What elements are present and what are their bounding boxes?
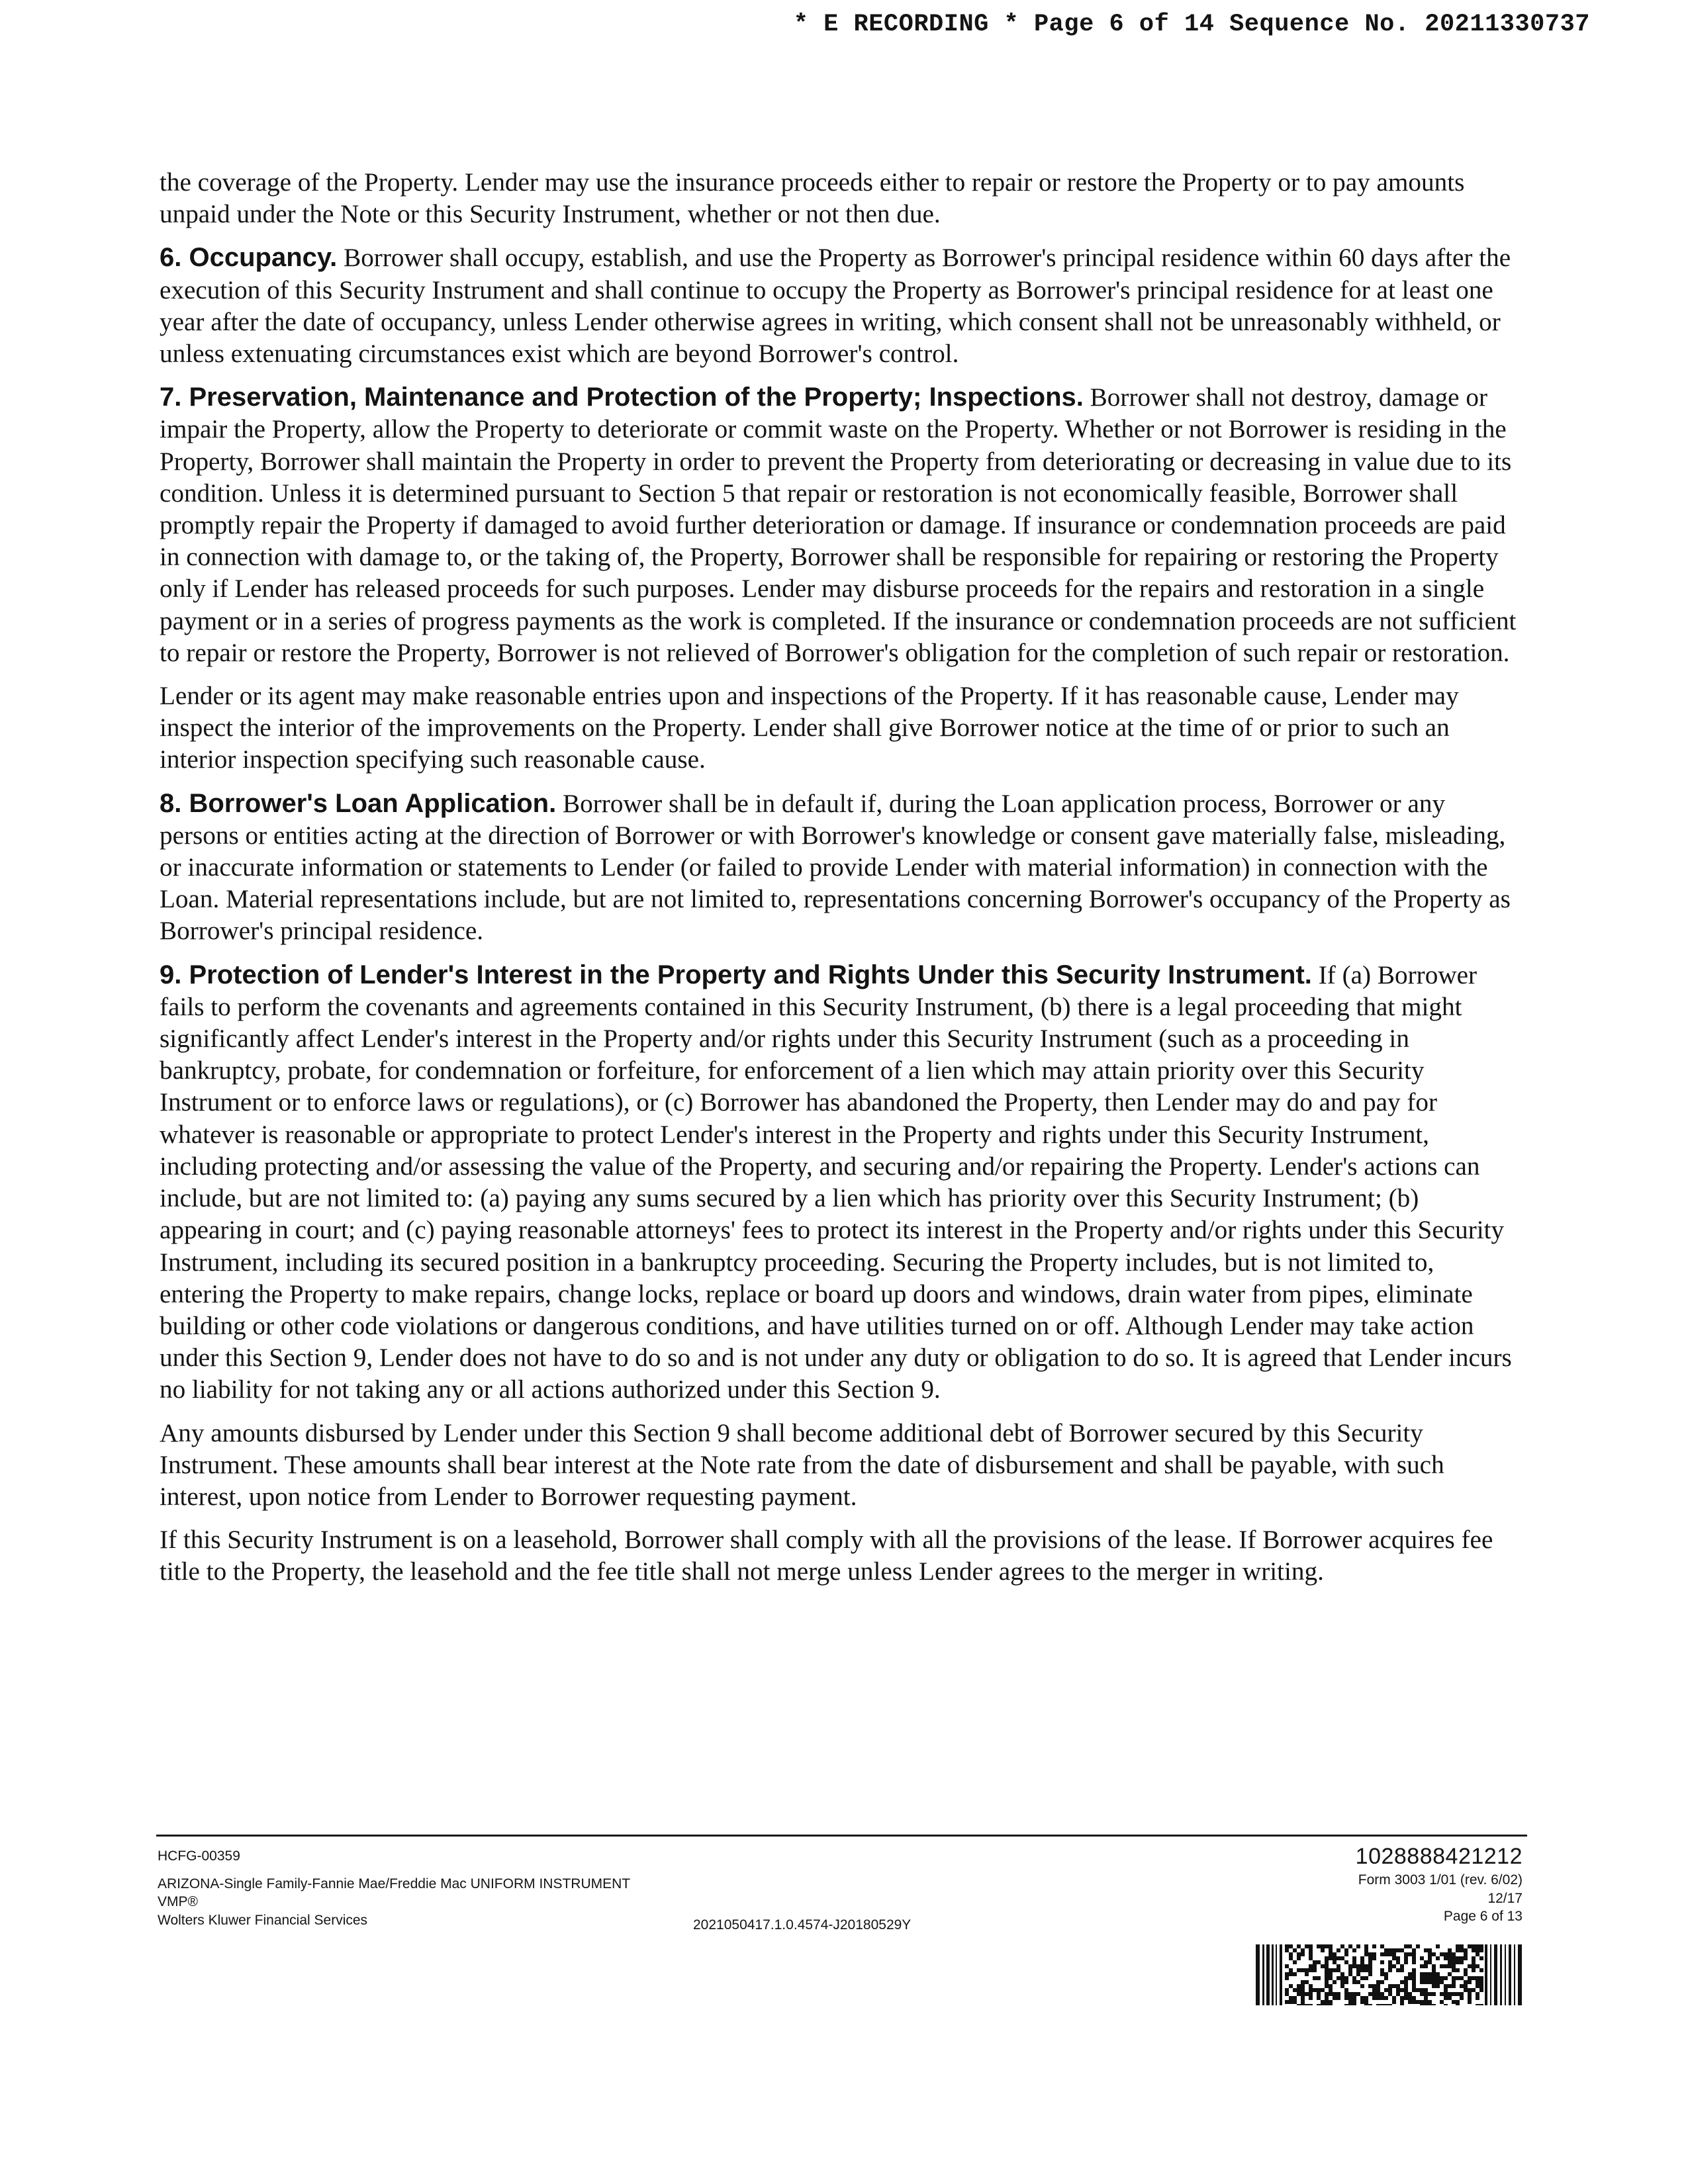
- section-7-preservation: [160, 381, 1523, 669]
- paragraph-amounts-disbursed: [160, 1418, 1523, 1514]
- section-heading: 8. Borrower's Loan Application.: [160, 788, 557, 818]
- document-body: [160, 167, 1523, 1600]
- paragraph-text: Borrower shall occupy, establish, and use the Property as Borrower's principal residence within 60 days after the execution of this Security Instrument and shall continue to occupy the Property as Borrower's principal residence for at least one year after the date of occupancy, unless Lender otherwise agrees in writing, which consent shall not be unreasonably withheld, or unless extenuating circumstances exist which are beyond Borrower's control.: [160, 244, 1511, 369]
- form-code: HCFG-00359: [158, 1848, 240, 1864]
- section-heading: 6. Occupancy.: [160, 243, 338, 273]
- footer-left: [158, 1847, 630, 1929]
- paragraph-text: the coverage of the Property. Lender may use the insurance proceeds either to repair or restore the Property or to pay amounts unpaid under the Note or this Security Instrument, whether or not then due.: [160, 168, 1465, 229]
- publisher: Wolters Kluwer Financial Services: [158, 1912, 368, 1928]
- paragraph-inspections: [160, 680, 1523, 776]
- paragraph-text: If (a) Borrower fails to perform the covenants and agreements contained in this Security Instrument, (b) there is a legal proceeding that might significantly affect Lender's interest in the Property and/or rights under this Security Instrument (such as a proceeding in bankruptcy, probate, for condemnation or forfeiture, for enforcement of a lien which may attain priority over this Security Instrument or to enforce laws or regulations), or (c) Borrower has abandoned the Property, then Lender may do and pay for whatever is reasonable or appropriate to protect Lender's interest in the Property and rights under this Security Instrument, including protecting and/or assessing the value of the Property, and securing and/or repairing the Property. Lender's actions can include, but are not limited to: (a) paying any sums secured by a lien which has priority over this Security Instrument; (b) appearing in court; and (c) paying reasonable attorneys' fees to protect its interest in the Property and/or rights under this Security Instrument, including its secured position in a bankruptcy proceeding. Securing the Property includes, but is not limited to, entering the Property to make repairs, change locks, replace or board up doors and windows, drain water from pipes, eliminate building or other code violations or dangerous conditions, and have utilities turned on or off. Although Lender may take action under this Section 9, Lender does not have to do so and is not under any duty or obligation to do so. It is agreed that Lender incurs no liability for not taking any or all actions authorized under this Section 9.: [160, 960, 1512, 1404]
- paragraph-text: Any amounts disbursed by Lender under this Section 9 shall become additional debt of Borrower secured by this Security Instrument. These amounts shall bear interest at the Note rate from the date of disbursement and shall be payable, with such interest, upon notice from Lender to Borrower requesting payment.: [160, 1418, 1444, 1511]
- section-6-occupancy: [160, 242, 1523, 370]
- footer-divider: [156, 1835, 1527, 1837]
- section-9-protection: [160, 959, 1523, 1406]
- section-heading: 9. Protection of Lender's Interest in the Property and Rights Under this Security Instrument.: [160, 960, 1312, 989]
- form-number: Form 3003 1/01 (rev. 6/02): [1358, 1872, 1523, 1888]
- recording-header: * E RECORDING * Page 6 of 14 Sequence No. 20211330737: [793, 11, 1590, 38]
- paragraph-text: Lender or its agent may make reasonable entries upon and inspections of the Property. If it has reasonable cause, Lender may inspect the interior of the improvements on the Property. Lender shall give Borrower notice at the time of or prior to such an interior inspection specifying such reasonable cause.: [160, 682, 1459, 774]
- section-8-loan-application: [160, 788, 1523, 948]
- paragraph-leasehold: [160, 1524, 1523, 1588]
- paragraph-text: If this Security Instrument is on a leasehold, Borrower shall comply with all the provisions of the lease. If Borrower acquires fee title to the Property, the leasehold and the fee title shall not merge unless Lender agrees to the merger in writing.: [160, 1525, 1493, 1586]
- loan-number: 1028888421212: [1355, 1844, 1523, 1869]
- vmp-mark: VMP®: [158, 1894, 198, 1909]
- paragraph-insurance-coverage: [160, 167, 1523, 230]
- instrument-line: ARIZONA-Single Family-Fannie Mae/Freddie Mac UNIFORM INSTRUMENT: [158, 1876, 631, 1891]
- revision-date: 12/17: [1487, 1890, 1523, 1906]
- page-number: Page 6 of 13: [1443, 1909, 1523, 1924]
- section-heading: 7. Preservation, Maintenance and Protection of the Property; Inspections.: [160, 383, 1084, 412]
- paragraph-text: Borrower shall be in default if, during the Loan application process, Borrower or any persons or entities acting at the direction of Borrower or with Borrower's knowledge or consent gave materially false, misleading, or inaccurate information or statements to Lender (or failed to provide Lender with material information) in connection with the Loan. Material representations include, but are not limited to, representations concerning Borrower's occupancy of the Property as Borrower's principal residence.: [160, 789, 1511, 946]
- barcode-icon: [1256, 1944, 1522, 2005]
- document-id: 2021050417.1.0.4574-J20180529Y: [693, 1917, 912, 1933]
- paragraph-text: Borrower shall not destroy, damage or impair the Property, allow the Property to deteriorate or commit waste on the Property. Whether or not Borrower is residing in the Property, Borrower shall maintain the Property in order to prevent the Property from deteriorating or decreasing in value due to its condition. Unless it is determined pursuant to Section 5 that repair or restoration is not economically feasible, Borrower shall promptly repair the Property if damaged to avoid further deterioration or damage. If insurance or condemnation proceeds are paid in connection with damage to, or the taking of, the Property, Borrower shall be responsible for repairing or restoring the Property only if Lender has released proceeds for such purposes. Lender may disburse proceeds for the repairs and restoration in a single payment or in a series of progress payments as the work is completed. If the insurance or condemnation proceeds are not sufficient to repair or restore the Property, Borrower is not relieved of Borrower's obligation for the completion of such repair or restoration.: [160, 383, 1517, 667]
- footer-right: [1356, 1842, 1523, 1926]
